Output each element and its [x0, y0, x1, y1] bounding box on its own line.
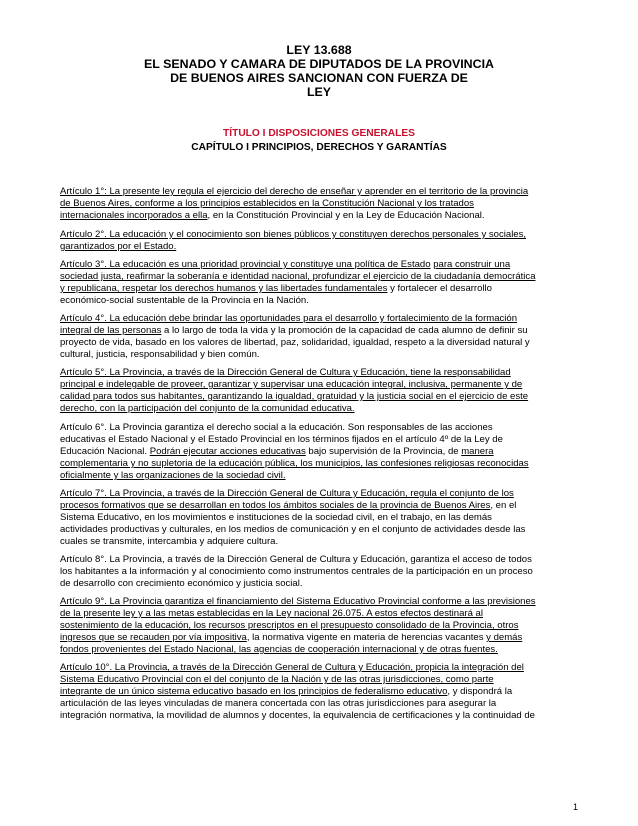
enactment-line-2: DE BUENOS AIRES SANCIONAN CON FUERZA DE	[170, 71, 468, 85]
article-line	[60, 632, 580, 644]
article-line	[60, 325, 580, 337]
article-line	[60, 470, 580, 482]
underlined-text: integrante de un único sistema educativo basado en los principios de federalismo educativo	[60, 686, 448, 697]
text-segment: económico-social sustentable de la Provincia en la Nación.	[60, 295, 309, 306]
underlined-text: Artículo 1°: La presente ley regula el ejercicio del derecho de enseñar y aprender en el territorio de la provincia	[60, 186, 529, 197]
text-segment: Sistema Educativo, en los movimientos e instituciones de la sociedad civil, en el trabajo, en las demás	[60, 512, 492, 523]
enactment-line-3: LEY	[306, 85, 332, 99]
underlined-text: garantizados por el Estado.	[60, 241, 177, 252]
article-line	[60, 271, 580, 283]
article-1	[60, 186, 580, 222]
article-line	[60, 313, 580, 325]
underlined-text: complementaria y no supletoria de la educación pública, los municipios, las confesiones religiosas reconocidas	[60, 458, 529, 469]
article-2	[60, 229, 580, 253]
text-segment: cuales se transmite, intercambia y adquiere cultura.	[60, 536, 279, 547]
article-line	[60, 488, 580, 500]
article-line	[60, 596, 580, 608]
underlined-text: integral de las personas	[60, 325, 162, 336]
underlined-text: sostenimiento de la educación, los recursos prescriptos en el presupuesto consolidado de la Provincia, otros	[60, 620, 519, 631]
article-line	[60, 434, 580, 446]
underlined-text: calidad para todos sus habitantes, garantizando la igualdad, gratuidad y la justicia social en el ejercicio de este	[60, 391, 529, 402]
underlined-text: Podrán ejecutar acciones educativas	[149, 446, 306, 457]
article-9	[60, 596, 580, 656]
text-segment: educativas el Estado Nacional y el Estado Provincial en los términos fijados en el artículo 4º de la Ley de	[60, 434, 503, 445]
article-line	[60, 608, 580, 620]
articles-body	[60, 180, 580, 722]
text-segment: de desarrollo con crecimiento económico y justicia social.	[60, 578, 303, 589]
article-line	[60, 674, 580, 686]
article-line	[60, 295, 580, 307]
underlined-text: Artículo 9°. La Provincia garantiza el financiamiento del Sistema Educativo Provincial conforme a las previsiones	[60, 596, 536, 607]
underlined-text: manera	[461, 446, 494, 457]
text-segment: actividades productivas y culturales, en los medios de comunicación y en el conjunto de actividades desde las	[60, 524, 526, 535]
article-line	[60, 198, 580, 210]
article-line	[60, 662, 580, 674]
text-segment: Artículo 8°. La Provincia, a través de la Dirección General de Cultura y Educación, garantiza el acceso de todos	[60, 554, 532, 565]
article-line	[60, 337, 580, 349]
article-line	[60, 422, 580, 434]
article-line	[60, 391, 580, 403]
article-line	[60, 698, 580, 710]
article-line	[60, 554, 580, 566]
underlined-text: ingresos que se recauden por vía impositiva	[60, 632, 247, 643]
article-line	[60, 379, 580, 391]
article-10	[60, 662, 580, 722]
text-segment: a lo largo de toda la vida y la promoción de la capacidad de cada alumno de definir su	[161, 325, 528, 336]
underlined-text: principal e indelegable de proveer, garantizar y supervisar una educación integral, inclusiva, permanente y de	[60, 379, 523, 390]
underlined-text: sociedad justa, reafirmar la soberanía e identidad nacional, profundizar el ejercicio de la ciudadanía democrática	[60, 271, 536, 282]
underlined-text: Artículo 3°. La educación es una prioridad provincial y constituye una política de Estado	[60, 259, 431, 270]
article-4	[60, 313, 580, 361]
underlined-text: y republicana, respetar los derechos humanos y las libertades fundamentales	[60, 283, 388, 294]
article-line	[60, 644, 580, 656]
enactment-line-1: EL SENADO Y CAMARA DE DIPUTADOS DE LA PROVINCIA	[144, 57, 494, 71]
article-line	[60, 566, 580, 578]
law-header	[0, 43, 638, 99]
titulo-text: TÍTULO I DISPOSICIONES GENERALES	[223, 128, 415, 139]
text-segment: Educación Nacional.	[60, 446, 150, 457]
underlined-text: Artículo 4°. La educación debe brindar las oportunidades para el desarrollo y fortalecimiento de la formación	[60, 313, 518, 324]
article-line	[60, 458, 580, 470]
article-line	[60, 403, 580, 415]
underlined-text: de la presente ley y a las metas establecidas en la Ley nacional 26.075. A estos efectos destinará al	[60, 608, 483, 619]
article-7	[60, 488, 580, 548]
underlined-text: Artículo 10°. La Provincia, a través de la Dirección General de Cultura y Educación, propicia la integración del	[60, 662, 524, 673]
text-segment: , la normativa vigente en materia de herencias vacantes	[246, 632, 487, 643]
text-segment: proyecto de vida, basado en los valores de libertad, paz, solidaridad, igualdad, respeto a la diversidad natural y	[60, 337, 530, 348]
text-segment: Artículo 6°. La Provincia garantiza el derecho social a la educación. Son responsables de las acciones	[60, 422, 493, 433]
article-line	[60, 283, 580, 295]
underlined-text: derecho, con la participación del conjunto de la comunidad educativa.	[60, 403, 355, 414]
article-line	[60, 536, 580, 548]
article-line	[60, 686, 580, 698]
text-segment: , en la Constitución Provincial y en la Ley de Educación Nacional.	[207, 210, 485, 221]
chapter-heading	[0, 142, 638, 154]
article-line	[60, 524, 580, 536]
law-number: LEY 13.688	[286, 43, 352, 57]
underlined-text: Sistema Educativo Provincial con el del conjunto de la Nación y de las otras jurisdicciones, como parte	[60, 674, 494, 685]
article-line	[60, 229, 580, 241]
underlined-text: fondos provenientes del Estado Nacional, las agencias de cooperación internacional y de otras fuentes.	[60, 644, 498, 655]
text-segment: , y dispondrá la	[447, 686, 513, 697]
text-segment: los habitantes a la información y al conocimiento como instrumentos centrales de la participación en un proceso	[60, 566, 533, 577]
underlined-text: Artículo 7°. La Provincia, a través de la Dirección General de Cultura y Educación, regula el conjunto de los	[60, 488, 514, 499]
text-segment: cultural, justicia, responsabilidad y bien común.	[60, 349, 260, 360]
capitulo-text: CAPÍTULO I PRINCIPIOS, DERECHOS Y GARANTÍAS	[191, 142, 447, 153]
text-segment: articulación de las leyes vinculadas de manera concertada con las otras jurisdicciones para asegurar la	[60, 698, 497, 709]
underlined-text: procesos formativos que se desarrollan en todos los ámbitos sociales de la provincia de Buenos Aires	[60, 500, 491, 511]
article-line	[60, 349, 580, 361]
article-line	[60, 210, 580, 222]
text-segment: bajo supervisión de la Provincia, de	[305, 446, 462, 457]
article-6	[60, 422, 580, 482]
article-line	[60, 512, 580, 524]
article-line	[60, 241, 580, 253]
article-3	[60, 259, 580, 307]
article-line	[60, 259, 580, 271]
text-segment: , en el	[490, 500, 517, 511]
title-heading	[0, 128, 638, 140]
article-line	[60, 186, 580, 198]
underlined-text: Artículo 5°. La Provincia, a través de la Dirección General de Cultura y Educación, tiene la responsabilidad	[60, 367, 511, 378]
article-8	[60, 554, 580, 590]
underlined-text: y demás	[486, 632, 523, 643]
underlined-text: oficialmente y las organizaciones de la sociedad civil.	[60, 470, 286, 481]
underlined-text: internacionales incorporados a ella	[60, 210, 208, 221]
article-line	[60, 500, 580, 512]
article-line	[60, 446, 580, 458]
underlined-text: de Buenos Aires, conforme a los principios establecidos en la Constitución Nacional y los tratados	[60, 198, 474, 209]
article-line	[60, 620, 580, 632]
page-number: 1	[572, 802, 578, 812]
article-line	[60, 710, 580, 722]
article-line	[60, 367, 580, 379]
article-5	[60, 367, 580, 415]
underlined-text: Artículo 2°. La educación y el conocimiento son bienes públicos y constituyen derechos personales y sociales,	[60, 229, 527, 240]
underlined-text: para construir una	[433, 259, 511, 270]
article-line	[60, 578, 580, 590]
text-segment: integración normativa, la movilidad de alumnos y docentes, la equivalencia de certificaciones y la continuidad de	[60, 710, 535, 721]
text-segment: y fortalecer el desarrollo	[387, 283, 492, 294]
